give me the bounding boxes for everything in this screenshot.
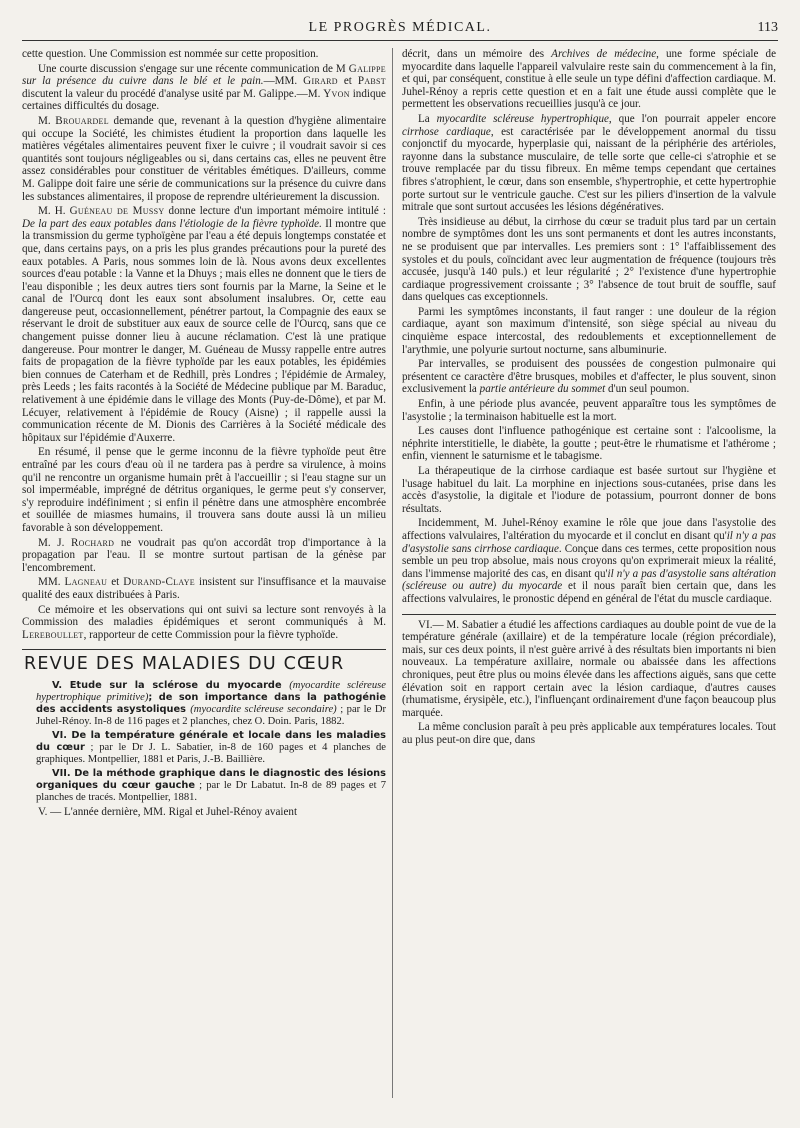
paragraph: V. — L'année dernière, MM. Rigal et Juhel-Rénoy avaient (38, 806, 298, 819)
running-header (22, 14, 778, 41)
left-column (22, 48, 386, 1112)
column-divider (392, 48, 393, 1098)
paragraph: MM. Lagneau et Durand-Claye insistent sur l'insuffisance et la mauvaise qualité des eaux distribuées à Paris. (22, 576, 386, 601)
paragraph: M. Brouardel demande que, revenant à la question d'hygiène alimentaire qui occupe la Société, les chimistes étudient la proportion dans laquelle les matières végétales alimentaires peuvent fixer le cuivre ; il voudrait savoir si ces quantités sont toujours négligeables ou si, dans certains cas, elles ne peuvent être assez considérables pour constituer de véritables émétiques. D'ailleurs, comme M. Galippe doit faire une série de communications sur la présence du cuivre dans les substances alimentaires, il propose de reprendre ultérieurement la discussion. (22, 114, 386, 203)
paragraph: Ce mémoire et les observations qui ont suivi sa lecture sont renvoyés à la Commission des maladies épidémiques et seront communiqués à M. Lereboullet, rapporteur de cette Commission pour la fièvre typhoïde. (22, 603, 386, 641)
paragraph: Une courte discussion s'engage sur une récente communication de M Galippe sur la présence du cuivre dans le blé et le pain.—MM. Girard et Pabst discutent la valeur du procédé d'analyse usité par M. Galippe.—M. Yvon indique certaines difficultés du dosage. (22, 62, 386, 113)
section-heading: REVUE DES MALADIES DU CŒUR (24, 654, 345, 675)
paragraph: Enfin, à une période plus avancée, peuvent apparaître tous les symptômes de l'asystolie ; la terminaison habituelle est la mort. (402, 398, 776, 423)
page-number: 113 (757, 20, 778, 35)
paragraph: La même conclusion paraît à peu près applicable aux températures locales. Tout au plus peut-on dire que, dans (402, 721, 776, 746)
paragraph: décrit, dans un mémoire des Archives de médecine, une forme spéciale de myocardite dans laquelle l'appareil valvulaire reste sain du commencement à la fin, et qui, par conséquent, constitue à elle seule un type défini d'affection cardiaque. M. Juhel-Rénoy a repris cette question et en a fait une étude aussi complète que le permettent les observations recueillies jusqu'à ce jour. (402, 48, 776, 111)
bibliography-entry: V. Etude sur la sclérose du myocarde (myocardite scléreuse hypertrophique primitive); de son importance dans la pathogénie des accidents asystoliques (myocardite scléreuse secondaire) ; par le Dr Juhel-Rénoy. In-8 de 116 pages et 2 planches, chez O. Doin. Paris, 1882. (36, 680, 386, 728)
paragraph: VI.— M. Sabatier a étudié les affections cardiaques au double point de vue de la température générale (axillaire) et de la température locale (région précordiale), mais, sur ces deux points, il n'est guère arrivé à des résultats bien importants ni bien nouveaux. La température axillaire, normale ou abaissée dans les affections chroniques, peut être plus ou moins élevée dans les affections aiguës, sans que cette élévation soit en rapport certain avec la lésion cardiaque, d'autres causes (rhumatisme, érysipèle, etc.), l'influençant ordinairement d'une façon beaucoup plus marquée. (402, 618, 776, 719)
paragraph: M. H. Guéneau de Mussy donne lecture d'un important mémoire intitulé : De la part des eaux potables dans l'étiologie de la fièvre typhoïde. Il montre que la transmission du germe typhoïgène par l'eau a été depuis longtemps constatée et que, dans certains pays, on a pris les plus grandes précautions pour la pureté des eaux potables. A Paris, nous sommes loin de là. Nous avons deux excellentes sources d'eau potable : la Vanne et la Dhuys ; mais elles ne donnent que le tiers de l'eau disponible ; les deux autres tiers sont fournis par la Marne, la Seine et le canal de l'Ourcq dont les eaux sont absolument insalubres. Or, cette eau dangereuse peut, occasionnellement, pénétrer partout, la Compagnie des eaux se réservant le droit de substituer aux eaux de source celle de l'Ourcq, sans que ce changement puisse donner lieu à aucune réclamation. C'est là une pratique dangereuse. Pour montrer le danger, M. Guéneau de Mussy rappelle entre autres faits de propagation de la fièvre typhoïde par les eaux potables, les épidémies bien connues de Caterham et de Redhill, près Londres ; l'épidémie de Armaley, près Leeds ; les faits racontés à la Société de Médecine publique par M. Baraduc, relativement à une épidémie dans le village des Monts (Puy-de-Dôme), et par M. Lécuyer, relativement à l'épidémie de Roucy (Aisne) ; il rappelle aussi la communication récente de M. Dionis des Carrières à la Société médicale des hôpitaux sur l'épidémie d'Auxerre. (22, 205, 386, 444)
paragraph: Incidemment, M. Juhel-Rénoy examine le rôle que joue dans l'asystolie des affections valvulaires, l'altération du myocarde et il conclut en disant qu'il n'y a pas d'asystolie sans cirrhose cardiaque. Conçue dans ces termes, cette proposition nous semble un peu trop absolue, mais nous croyons qu'on exprimerait mieux la réalité, dans l'immense majorité des cas, en disant qu'il n'y a pas d'asystolie sans altération (scléreuse ou autre) du myocarde et il nous paraît bien certain que, dans les affections valvulaires, le pronostic dépend en général de l'état du muscle cardiaque. (402, 517, 776, 605)
paragraph: La thérapeutique de la cirrhose cardiaque est basée surtout sur l'hygiène et l'usage habituel du lait. La morphine en injections sous-cutanées, prise dans les accès d'asystolie, la digitale et l'iodure de potassium, pourront donner de bons résultats. (402, 465, 776, 515)
section-rule (22, 649, 386, 650)
bibliography-entry: VII. De la méthode graphique dans le diagnostic des lésions organiques du cœur gauche ; par le Dr Labatut. In-8 de 89 pages et 7 planches de tracés. Montpellier, 1881. (36, 768, 386, 804)
paragraph: M. J. Rochard ne voudrait pas qu'on accordât trop d'importance à la propagation par l'eau. Il se montre surtout partisan de la génèse par l'encombrement. (22, 536, 386, 574)
section-rule (402, 614, 776, 615)
paragraph: Les causes dont l'influence pathogénique est certaine sont : l'alcoolisme, la néphrite interstitielle, le diabète, la goutte ; peut-être le rhumatisme et l'athérome ; enfin, viennent le saturnisme et le tabagisme. (402, 425, 776, 463)
paragraph: Très insidieuse au début, la cirrhose du cœur se traduit plus tard par un certain nombre de symptômes dont les uns sont permanents et dont les autres inconstants, ne se produisent que par intervalles. Les premiers sont : 1° l'affaiblissement des systoles et du pouls, coïncidant avec leur augmentation de fréquence (toujours très accusée, jusqu'à 140 puls.) et leur régularité ; 2° l'existence d'une hypertrophie cardiaque progressivement croissante ; 3° l'absence de tout bruit de souffle, sauf dans quelques cas exceptionnels. (402, 215, 776, 304)
paragraph: Par intervalles, se produisent des poussées de congestion pulmonaire qui présentent ce caractère d'être brusques, mobiles et d'affecter, le plus souvent, sinon exclusivement la partie antérieure du sommet d'un seul poumon. (402, 358, 776, 396)
paragraph: Parmi les symptômes inconstants, il faut ranger : une douleur de la région cardiaque, ayant son maximum d'intensité, son siège spécial au niveau du cinquième espace intercostal, des redoublements et exceptionnellement de l'arythmie, une polyurie surtout nocturne, sans albuminurie. (402, 305, 776, 356)
bibliography-entry: VI. De la température générale et locale dans les maladies du cœur ; par le Dr J. L. Sabatier, in-8 de 160 pages et 4 planches de graphiques. Montpellier, 1881 et Paris, J.-B. Baillière. (36, 730, 386, 766)
paragraph: cette question. Une Commission est nommée sur cette proposition. (22, 48, 319, 60)
right-column (402, 48, 776, 1112)
journal-title: LE PROGRÈS MÉDICAL. (308, 20, 492, 35)
paragraph: La myocardite scléreuse hypertrophique, que l'on pourrait appeler encore cirrhose cardiaque, est caractérisée par le développement anormal du tissu conjonctif du myocarde, hyperplasie qui, naissant de la périphérie des artérioles, rayonne dans la substance musculaire, de telle sorte que celle-ci s'atrophie et se trouve remplacée par du tissu fibreux. En même temps cependant que certaines fibres s'atrophient, le cœur, dans son ensemble, s'hypertrophie, et cette hypertrophie porte surtout sur le ventricule gauche. C'est sur les piliers d'insertion de la valvule mitrale que sont surtout accusées les lésions dégénératives. (402, 112, 776, 214)
paragraph: En résumé, il pense que le germe inconnu de la fièvre typhoïde peut être entraîné par les cours d'eau où il ne tardera pas à perdre sa virulence, à moins qu'il ne rencontre un organisme humain prêt à l'accueillir ; si l'eau stagne sur un sol imperméable, imprégné de détritus organiques, le germe peut s'y conserver, s'y reproduire indéfiniment ; si enfin il pénètre dans une atmosphère encombrée et souillée de miasmes humains, il trouvera sans doute aussi là un milieu favorable à son développement. (22, 446, 386, 534)
